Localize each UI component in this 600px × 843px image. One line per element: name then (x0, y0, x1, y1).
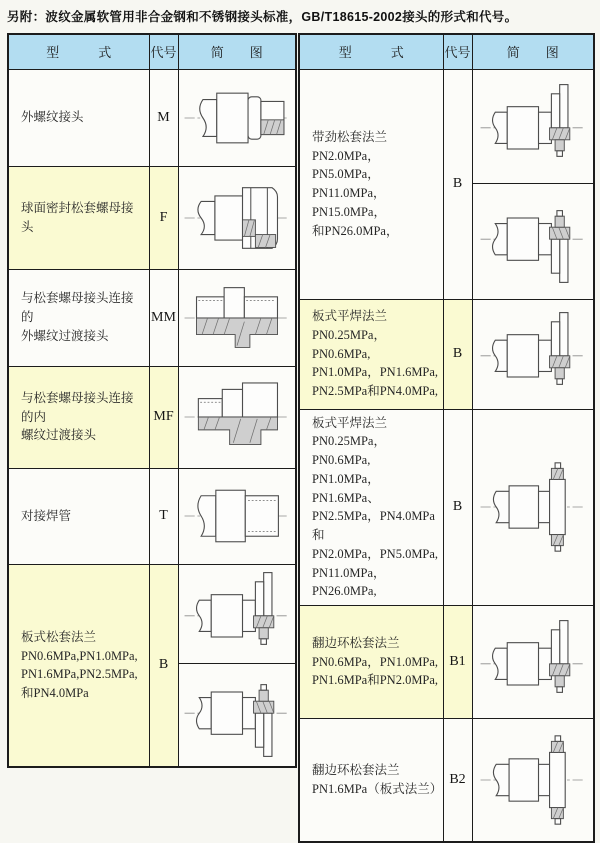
page-title: 另附：波纹金属软管用非合金钢和不锈钢接头标准，GB/T18615-2002接头的形式和代号。 (7, 10, 518, 24)
fitting-code-cell: B (443, 409, 472, 606)
female-thread-adapter-icon (181, 371, 293, 463)
fitting-type-cell: 翻边环松套法兰 PN0.6MPa，PN1.0MPa, PN1.6MPa和PN2.0MPa, (299, 606, 443, 719)
fitting-code-cell: B (443, 69, 472, 299)
fitting-table-left (7, 33, 297, 768)
loose-nut-fitting-icon (181, 172, 293, 264)
plate-weld-flange-icon (477, 308, 589, 400)
butt-weld-pipe-icon (181, 470, 293, 562)
fitting-code-cell: M (149, 69, 178, 166)
fitting-type-cell: 对接焊管 (8, 468, 149, 564)
male-thread-adapter-icon (181, 272, 293, 364)
column-header-diagram: 简 图 (178, 34, 296, 69)
fitting-diagram-cell (178, 69, 296, 166)
fitting-diagram-cell (472, 719, 594, 842)
necked-loose-flange-bottom-icon (477, 195, 589, 287)
fitting-code-cell: MM (149, 269, 178, 366)
fitting-diagram-cell (178, 468, 296, 564)
fitting-type-cell: 球面密封松套螺母接头 (8, 166, 149, 269)
fitting-diagram-cell (472, 409, 594, 606)
fitting-type-cell: 外螺纹接头 (8, 69, 149, 166)
column-header-type: 型 式 (299, 34, 443, 69)
fitting-type-cell: 翻边环松套法兰 PN1.6MPa（板式法兰） (299, 719, 443, 842)
fitting-table-right (298, 33, 595, 843)
column-header-code: 代号 (149, 34, 178, 69)
fitting-diagram-cell (472, 183, 594, 299)
plate-loose-flange-top-icon (181, 568, 293, 660)
plate-loose-flange-bottom-icon (181, 669, 293, 761)
fitting-code-cell: T (149, 468, 178, 564)
fitting-diagram-cell (472, 299, 594, 409)
fitting-diagram-cell (178, 663, 296, 767)
fitting-code-cell: B (149, 564, 178, 767)
fitting-code-cell: MF (149, 366, 178, 468)
flared-ring-plate-flange-icon (477, 734, 589, 826)
fitting-type-cell: 板式松套法兰 PN0.6MPa,PN1.0MPa, PN1.6MPa,PN2.5MPa, 和PN4.0MPa (8, 564, 149, 767)
fitting-type-cell: 与松套螺母接头连接的内 螺纹过渡接头 (8, 366, 149, 468)
plate-weld-flange-symmetric-icon (477, 461, 589, 553)
fitting-type-cell: 带劲松套法兰 PN2.0MPa，PN5.0MPa， PN11.0MPa，PN15.0MPa， 和PN26.0MPa， (299, 69, 443, 299)
fitting-code-cell: F (149, 166, 178, 269)
fitting-diagram-cell (472, 69, 594, 183)
fitting-code-cell: B2 (443, 719, 472, 842)
fitting-diagram-cell (472, 606, 594, 719)
fitting-type-cell: 板式平焊法兰 PN0.25MPa，PN0.6MPa, PN1.0MPa，PN1.6MPa, PN2.5MPa和PN4.0MPa, (299, 299, 443, 409)
fitting-diagram-cell (178, 366, 296, 468)
fitting-type-cell: 板式平焊法兰 PN0.25MPa，PN0.6MPa, PN1.0MPa，PN1.6MPa、 PN2.5MPa，PN4.0MPa和 PN2.0MPa，PN5.0MPa, PN11.0MPa，PN26.0MPa, (299, 409, 443, 606)
fitting-code-cell: B (443, 299, 472, 409)
flared-ring-loose-flange-icon (477, 616, 589, 708)
column-header-code: 代号 (443, 34, 472, 69)
fitting-diagram-cell (178, 166, 296, 269)
fitting-diagram-cell (178, 269, 296, 366)
column-header-type: 型 式 (8, 34, 149, 69)
necked-loose-flange-top-icon (477, 80, 589, 172)
column-header-diagram: 简 图 (472, 34, 594, 69)
fitting-code-cell: B1 (443, 606, 472, 719)
fitting-type-cell: 与松套螺母接头连接的 外螺纹过渡接头 (8, 269, 149, 366)
male-thread-fitting-icon (181, 72, 293, 164)
fitting-diagram-cell (178, 564, 296, 663)
